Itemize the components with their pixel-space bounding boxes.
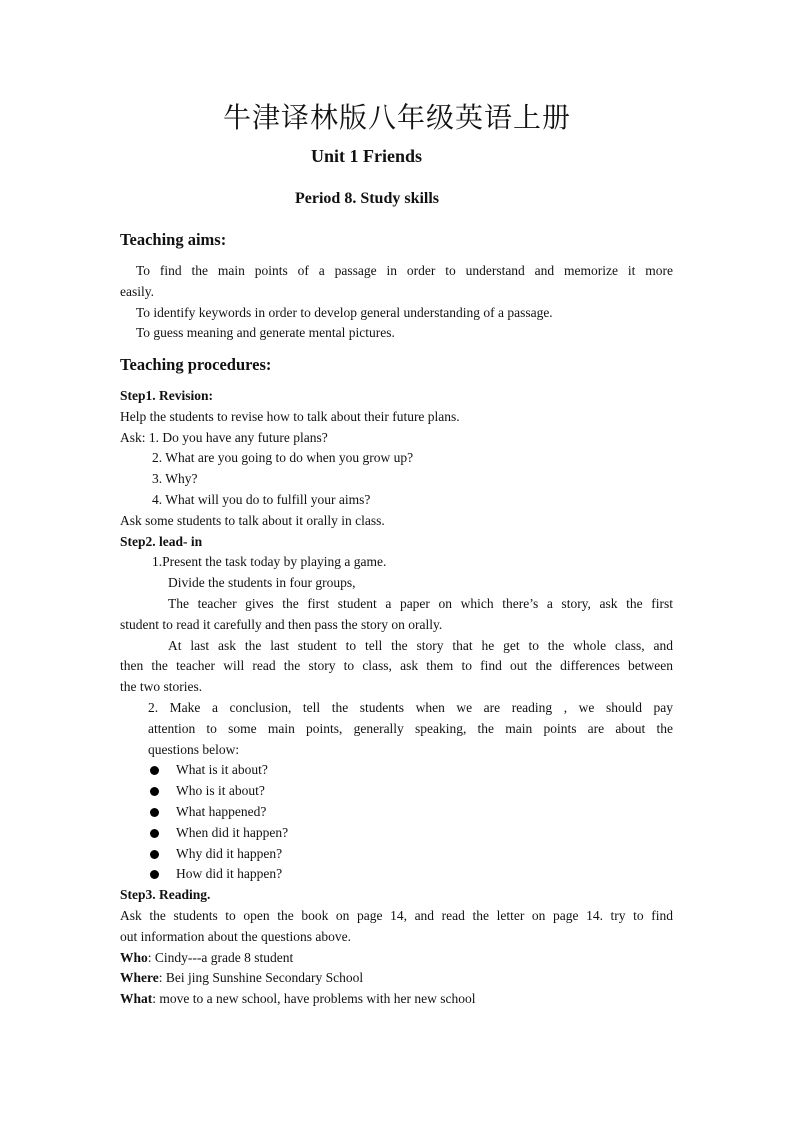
where-label: Where [120,970,159,986]
step3-where [120,968,673,989]
question-bullet-list [120,760,673,885]
step2-paragraph-4-line-b: then the teacher will read the story to class, ask them to find out the differences between [120,658,673,674]
unit-title: Unit 1 Friends [311,146,423,166]
step2-paragraph-4-line-a: At last ask the last student to tell the story that he get to the whole class, and [168,637,673,653]
teaching-aims-section [120,230,673,344]
bullet-icon [150,829,159,838]
step2-paragraph-3-line-b: student to read it carefully and then pass the story on orally. [120,616,443,632]
bullet-icon [150,850,159,859]
list-item: When did it happen? [120,823,673,844]
teaching-procedures-section [120,355,673,1010]
teaching-aims-heading: Teaching aims: [120,230,227,249]
list-item: How did it happen? [120,864,673,885]
list-item: What is it about? [120,760,673,781]
teaching-procedures-heading: Teaching procedures: [120,355,272,374]
step3-who [120,948,673,969]
aim-2: To identify keywords in order to develop general understanding of a passage. [136,304,553,320]
list-item: Why did it happen? [120,844,673,865]
what-text: : move to a new school, have problems with her new school [152,991,476,1007]
bullet-icon [150,787,159,796]
step1-question-2: 2. What are you going to do when you grow up? [152,450,414,466]
step2-paragraph-5-line-b: attention to some main points, generally speaking, the main points are about the [148,720,673,736]
step1-question-1: Ask: 1. Do you have any future plans? [120,429,328,445]
step1-intro: Help the students to revise how to talk about their future plans. [120,408,460,424]
aim-3: To guess meaning and generate mental pictures. [136,325,395,341]
step1-question-4: 4. What will you do to fulfill your aims? [152,491,371,507]
bullet-icon [150,870,159,879]
step2-paragraph-2: Divide the students in four groups, [168,575,356,591]
step2-paragraph-4-line-c: the two stories. [120,679,203,695]
who-text: : Cindy---a grade 8 student [147,949,294,965]
period-title: Period 8. Study skills [295,190,440,207]
step1-outro: Ask some students to talk about it orally in class. [120,512,385,528]
who-label: Who [120,949,148,965]
step2-paragraph-5-line-c: questions below: [148,741,240,757]
step3-paragraph-line-a: Ask the students to open the book on page 14, and read the letter on page 14. try to find [120,907,673,923]
aim-1-line-a: To find the main points of a passage in order to understand and memorize it more [136,263,673,278]
step1-question-3: 3. Why? [152,471,198,487]
step2-title: Step2. lead- in [120,533,203,549]
step3-what [120,989,673,1010]
step2-paragraph-1: 1.Present the task today by playing a game. [152,554,387,570]
step3-paragraph-line-b: out information about the questions above. [120,928,351,944]
document-title: 牛津译林版八年级英语上册 [222,101,571,134]
step1-title: Step1. Revision: [120,388,214,403]
what-label: What [120,991,153,1007]
step3-title: Step3. Reading. [120,887,211,903]
step2-paragraph-3-line-a: The teacher gives the first student a paper on which there’s a story, ask the first [168,595,673,611]
aim-1-line-b: easily. [120,283,154,299]
list-item: What happened? [120,802,673,823]
bullet-icon [150,766,159,775]
where-text: : Bei jing Sunshine Secondary School [158,970,364,986]
step2-paragraph-5-line-a: 2. Make a conclusion, tell the students when we are reading , we should pay [148,699,673,715]
bullet-icon [150,808,159,817]
list-item: Who is it about? [120,781,673,802]
